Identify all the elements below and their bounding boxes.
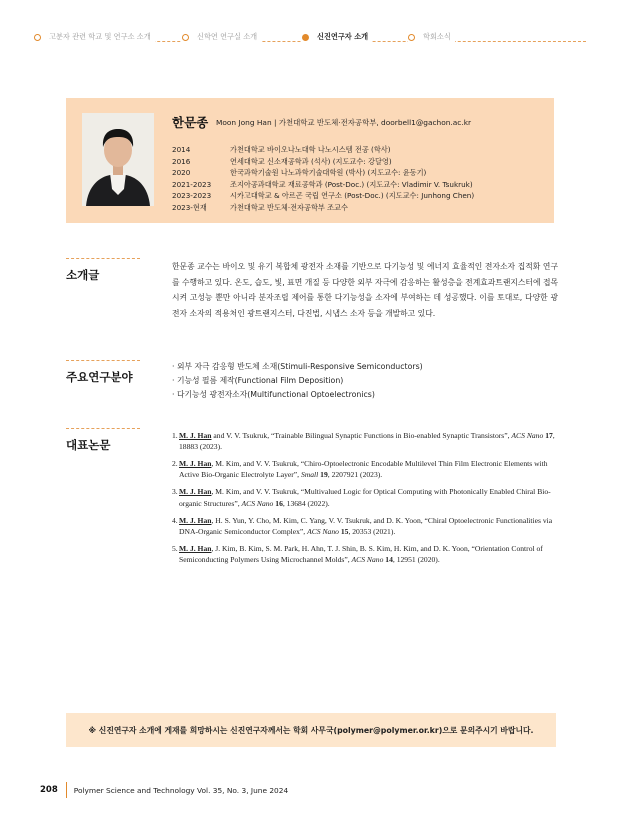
paper-item: [172, 515, 564, 537]
research-heading: 주요연구분야: [66, 360, 140, 385]
nav-item-new-researchers[interactable]: [302, 32, 372, 42]
paper-item: [172, 458, 564, 480]
paper-number: 5.: [172, 543, 178, 553]
career-year: 2016: [172, 156, 191, 166]
paper-title: , H. S. Yun, Y. Cho, M. Kim, C. Yang, V. V. Tsukruk, and D. K. Yoon, “Chiral Optoelectronic Functionalities via DNA-Organic Semiconductor Complex”,: [179, 515, 553, 536]
career-year: 2023-현재: [172, 202, 207, 212]
papers-heading: 대표논문: [66, 428, 140, 453]
profile-photo: [82, 113, 154, 206]
profile-affiliation: Moon Jong Han | 가천대학교 반도체·전자공학부, doorbell1@gachon.ac.kr: [216, 118, 472, 127]
research-list: [172, 360, 423, 403]
paper-title: , J. Kim, B. Kim, S. M. Park, H. Ahn, T. J. Shin, B. S. Kim, H. Kim, and D. K. Yoon, “Orientation Control of Semiconducting Polymers Using Microchannel Molds”,: [179, 543, 543, 565]
career-row: [172, 202, 474, 214]
nav-label: 신학연 연구실 소개: [197, 32, 258, 41]
page-footer: [40, 782, 288, 798]
paper-journal: ACS Nano: [241, 498, 274, 508]
paper-pages: , 2207921 (2023).: [327, 470, 383, 480]
nav-dot-icon: [182, 34, 189, 41]
research-item: · 외부 자극 감응형 반도체 소재(Stimuli-Responsive Semiconductors): [172, 362, 423, 371]
paper-citation: [179, 515, 564, 537]
nav-label: 고분자 관련 학교 및 연구소 소개: [49, 32, 151, 41]
paper-volume: 14: [385, 555, 393, 565]
paper-citation: [179, 430, 564, 452]
paper-journal: Small: [300, 470, 319, 480]
career-desc: 시카고대학교 & 아르곤 국립 연구소 (Post-Doc.) (지도교수: Junhong Chen): [230, 191, 475, 201]
nav-item-labs[interactable]: [182, 32, 261, 42]
career-row: [172, 156, 474, 168]
nav-dot-icon: [34, 34, 41, 41]
paper-volume: 19: [320, 470, 328, 480]
paper-pages: , 18883 (2023).: [179, 431, 555, 452]
journal-citation: Polymer Science and Technology Vol. 35, No. 3, June 2024: [73, 785, 289, 795]
career-desc: 한국과학기술원 나노과학기술대학원 (박사) (지도교수: 윤동기): [230, 168, 427, 178]
intro-heading: 소개글: [66, 258, 140, 283]
page-number: 208: [40, 782, 67, 798]
section-nav: [34, 32, 586, 52]
paper-title: , M. Kim, and V. V. Tsukruk, “Multivalued Logic for Optical Computing with Photonically Enabled Chiral Bio-organic Structures”,: [179, 487, 551, 508]
career-desc: 가천대학교 바이오나노대학 나노시스템 전공 (학사): [230, 145, 391, 154]
nav-item-society-news[interactable]: [408, 32, 455, 42]
paper-author: M. J. Han: [179, 431, 212, 440]
paper-pages: , 13684 (2022).: [282, 498, 330, 508]
career-year: 2021-2023: [172, 179, 212, 189]
paper-volume: 17: [545, 431, 553, 440]
nav-label: 학회소식: [423, 32, 451, 41]
research-item: · 다기능성 광전자소자(Multifunctional Optoelectronics): [172, 390, 375, 400]
paper-number: 3.: [172, 487, 178, 497]
nav-label: 신진연구자 소개: [317, 32, 369, 41]
paper-author: M. J. Han: [179, 543, 212, 553]
paper-title: , M. Kim, and V. V. Tsukruk, “Chiro-Optoelectronic Encodable Multilevel Thin Film Electronic Elements with Active Bio-Organic Electrolyte Layer”,: [179, 459, 548, 480]
paper-item: [172, 486, 564, 508]
career-list: [172, 144, 474, 214]
paper-citation: [179, 486, 564, 508]
paper-number: 1.: [172, 431, 178, 440]
paper-author: M. J. Han: [179, 515, 212, 525]
research-item: · 기능성 필름 제작(Functional Film Deposition): [172, 376, 344, 386]
nav-item-institutions[interactable]: [34, 32, 155, 42]
profile-box: [66, 98, 554, 223]
paper-number: 4.: [172, 515, 178, 525]
paper-journal: ACS Nano: [351, 555, 384, 565]
nav-dot-icon: [302, 34, 309, 41]
career-desc: 가천대학교 반도체·전자공학부 조교수: [230, 202, 348, 212]
career-row: [172, 190, 474, 202]
paper-author: M. J. Han: [179, 459, 212, 469]
paper-number: 2.: [172, 459, 178, 469]
career-year: 2014: [172, 145, 191, 154]
career-desc: 연세대학교 신소재공학과 (석사) (지도교수: 강달영): [230, 156, 392, 166]
paper-author: M. J. Han: [179, 487, 212, 497]
contact-notice: ※ 신진연구자 소개에 게재를 희망하시는 신진연구자께서는 학회 사무국(polymer@polymer.or.kr)으로 문의주시기 바랍니다.: [66, 713, 556, 747]
paper-journal: ACS Nano: [511, 431, 544, 440]
paper-item: [172, 543, 564, 565]
portrait-image: [82, 113, 154, 206]
paper-volume: 16: [275, 498, 283, 508]
career-row: [172, 144, 474, 156]
paper-title: and V. V. Tsukruk, “Trainable Bilingual Synaptic Functions in Bio-enabled Synaptic Transistors”,: [211, 431, 512, 440]
career-row: [172, 179, 474, 191]
paper-pages: , 12951 (2020).: [392, 555, 440, 565]
paper-citation: [179, 543, 564, 565]
career-desc: 조지아공과대학교 재료공학과 (Post-Doc.) (지도교수: Vladimir V. Tsukruk): [230, 179, 473, 189]
paper-journal: ACS Nano: [307, 526, 339, 536]
nav-dot-icon: [408, 34, 415, 41]
career-row: [172, 167, 474, 179]
paper-list: [172, 430, 564, 571]
paper-volume: 15: [340, 526, 349, 536]
profile-name: 한문종: [172, 115, 209, 130]
paper-item: [172, 430, 564, 452]
intro-text: 한문종 교수는 바이오 및 유기 복합체 광전자 소재를 기반으로 다기능성 및 에너지 효율적인 전자소자 집적화 연구를 수행하고 있다. 온도, 습도, 빛, 표면 개질 등 다양한 외부 자극에 감응하는 활성층을 전계효과트랜지스터에 접목시켜 고성능 뿐만 아니라 분자조립 제어를 통한 다기능성을 소자에 부여하는 데 성공했다. 이를 토대로, 다양한 광전자 소자의 적용처인 광트랜지스터, 다진법, 시냅스 소자 등을 개발하고 있다.: [172, 262, 559, 318]
paper-pages: , 20353 (2021).: [348, 526, 396, 536]
career-year: 2023-2023: [172, 191, 212, 201]
paper-citation: [179, 458, 564, 480]
career-year: 2020: [172, 168, 191, 178]
